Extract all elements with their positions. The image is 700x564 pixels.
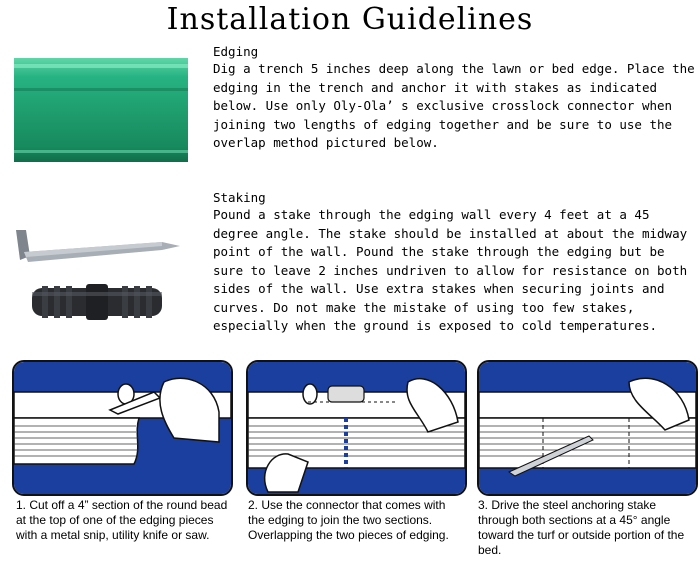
staking-heading: Staking (213, 190, 266, 205)
crosslock-connector-image (30, 282, 164, 322)
step-3-illustration (477, 360, 698, 496)
step-3-caption: 3. Drive the steel anchoring stake through both sections at a 45° angle toward the turf or outside portion of the bed. (478, 498, 685, 557)
edging-text: Dig a trench 5 inches deep along the lawn or bed edge. Place the edging in the trench and anchor it with stakes as indicated below. Use only Oly-Ola’ s exclusive crosslock connector when joining two lengths of edging together and be sure to use the overlap method pictured below. (213, 61, 695, 150)
staking-text: Pound a stake through the edging wall every 4 feet at a 45 degree angle. The stake should be installed at about the midway point of the wall. Pound the stake through the edging but be sure to leave 2 inches undriven to allow for resistance on both sides of the wall. Use extra stakes when securing joints and curves. Do not make the mistake of using too few stakes, especially when the ground is exposed to cold temperatures. (213, 207, 688, 333)
step-2-caption: 2. Use the connector that comes with the edging to join the two sections. Overlapping the two pieces of edging. (248, 498, 449, 542)
step-2-illustration (246, 360, 467, 496)
green-edging-image (14, 58, 188, 162)
edging-heading: Edging (213, 44, 259, 59)
step-1-caption: 1. Cut off a 4” section of the round bead at the top of one of the edging pieces with a metal snip, utility knife or saw. (16, 498, 228, 542)
steel-stake-image (12, 226, 182, 270)
step-1-illustration (12, 360, 233, 496)
page-title: Installation Guidelines (166, 2, 534, 37)
